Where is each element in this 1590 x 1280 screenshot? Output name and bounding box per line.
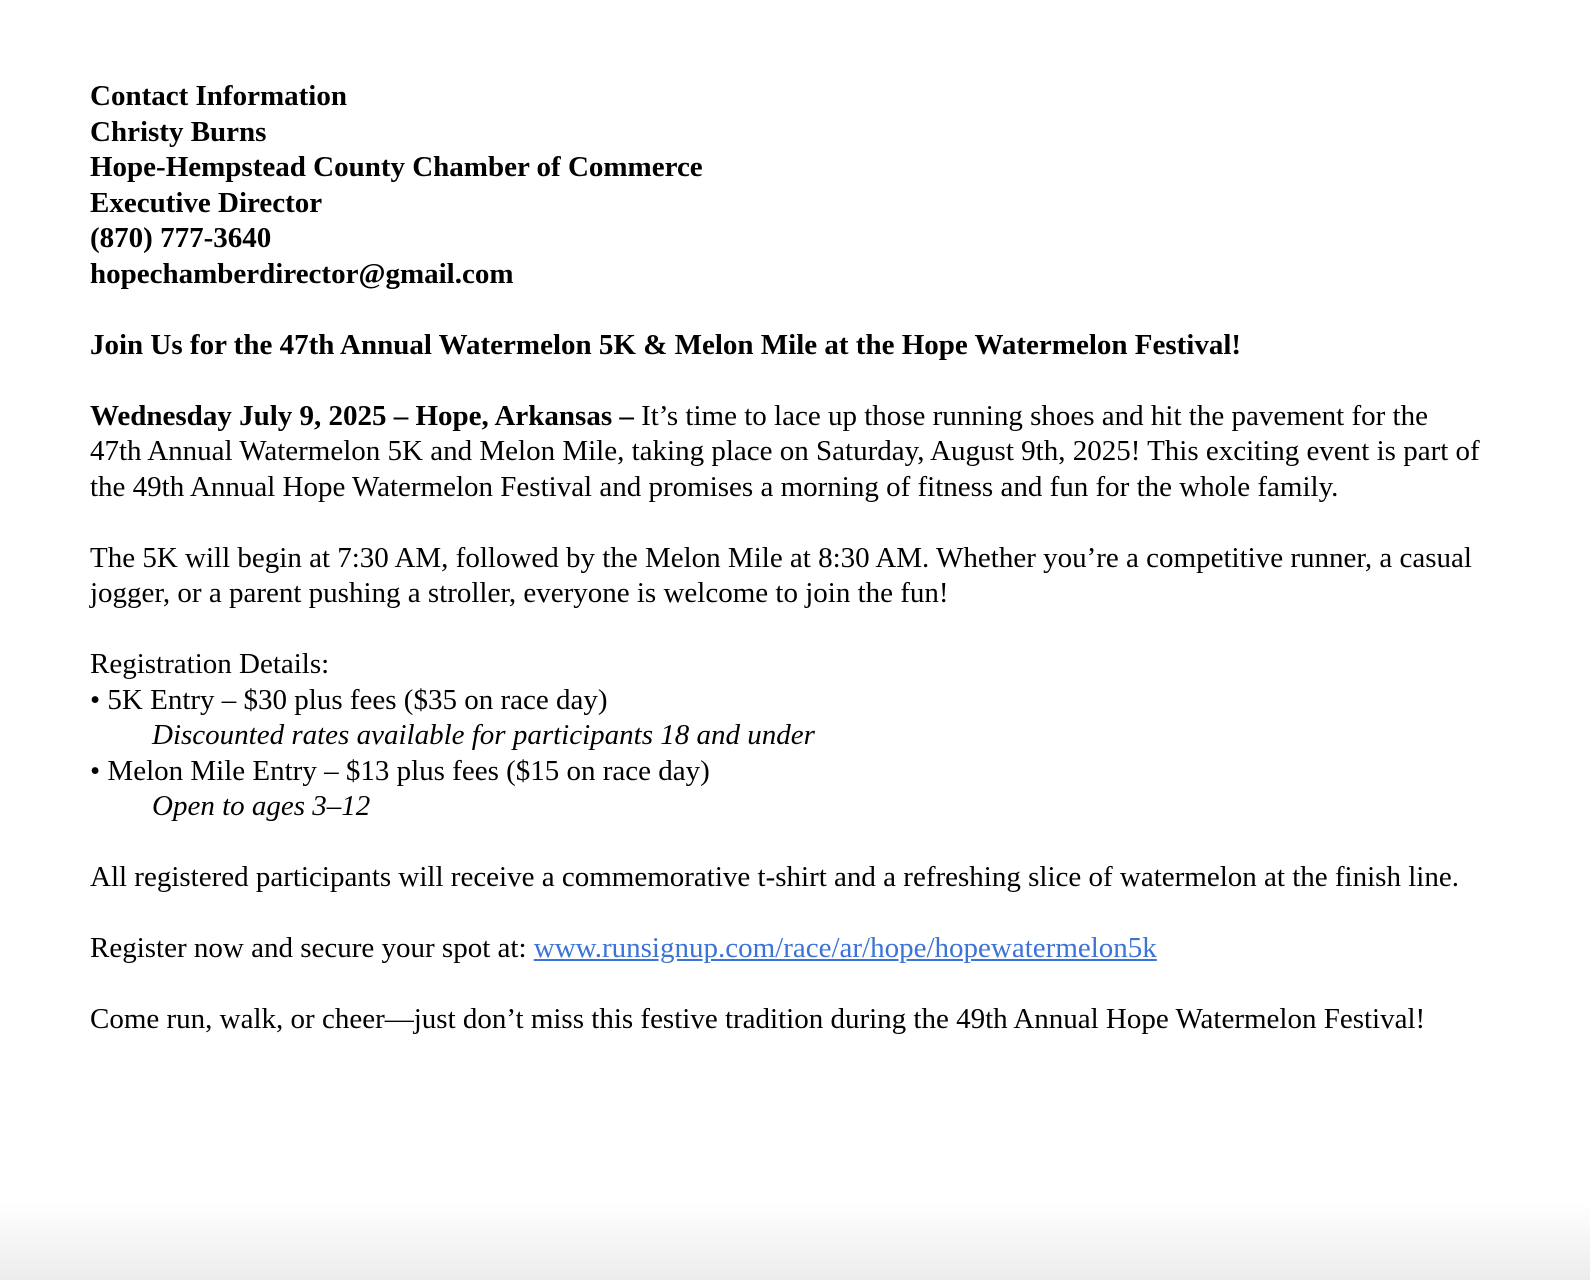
registration-section (90, 647, 1486, 825)
registration-item-melon-mile (90, 754, 1486, 790)
dateline-lead: Wednesday July 9, 2025 – Hope, Arkansas – (90, 399, 634, 432)
document-content (90, 79, 1486, 1038)
registration-item-5k-note: Discounted rates available for participants 18 and under (152, 719, 815, 751)
registration-item-5k (90, 683, 1486, 719)
contact-phone: (870) 777-3640 (90, 222, 272, 254)
contact-heading: Contact Information (90, 80, 347, 112)
schedule-paragraph: The 5K will begin at 7:30 AM, followed by the Melon Mile at 8:30 AM. Whether you’re a competitive runner, a casual jogger, or a parent pushing a stroller, everyone is welcome to join the fun! (90, 541, 1472, 609)
closing-paragraph: Come run, walk, or cheer—just don’t miss this festive tradition during the 49th Annual Hope Watermelon Festival! (90, 1003, 1426, 1035)
bullet-icon: • (90, 683, 101, 716)
registration-item-melon-mile-note: Open to ages 3–12 (152, 790, 371, 822)
page-bottom-fade (0, 1202, 1590, 1280)
registration-heading: Registration Details: (90, 648, 330, 680)
press-release-headline: Join Us for the 47th Annual Watermelon 5K & Melon Mile at the Hope Watermelon Festival! (90, 328, 1242, 361)
contact-email: hopechamberdirector@gmail.com (90, 257, 514, 290)
registration-item-melon-mile-label: Melon Mile Entry – $13 plus fees ($15 on race day) (107, 754, 710, 787)
dateline-body: It’s time to lace up those running shoes and hit the pavement for the 47th Annual Watermelon 5K and Melon Mile, taking place on Saturday, August 9th, 2025! This exciting event is part of the 49th Annual Hope Watermelon Festival and promises a morning of fitness and fun for the whole family. (90, 399, 1480, 503)
contact-organization: Hope-Hempstead County Chamber of Commerce (90, 151, 703, 183)
contact-block (90, 79, 1486, 292)
registration-item-5k-label: 5K Entry – $30 plus fees ($35 on race day) (107, 683, 608, 716)
register-cta-paragraph (90, 931, 1486, 967)
contact-job-title: Executive Director (90, 186, 323, 219)
register-cta-prefix: Register now and secure your spot at: (90, 932, 534, 964)
registration-link[interactable]: www.runsignup.com/race/ar/hope/hopewatermelon5k (533, 932, 1157, 964)
tshirt-paragraph: All registered participants will receive a commemorative t-shirt and a refreshing slice of watermelon at the finish line. (90, 861, 1459, 893)
dateline-paragraph (90, 399, 1486, 506)
bullet-icon: • (90, 754, 101, 787)
contact-name: Christy Burns (90, 115, 267, 148)
